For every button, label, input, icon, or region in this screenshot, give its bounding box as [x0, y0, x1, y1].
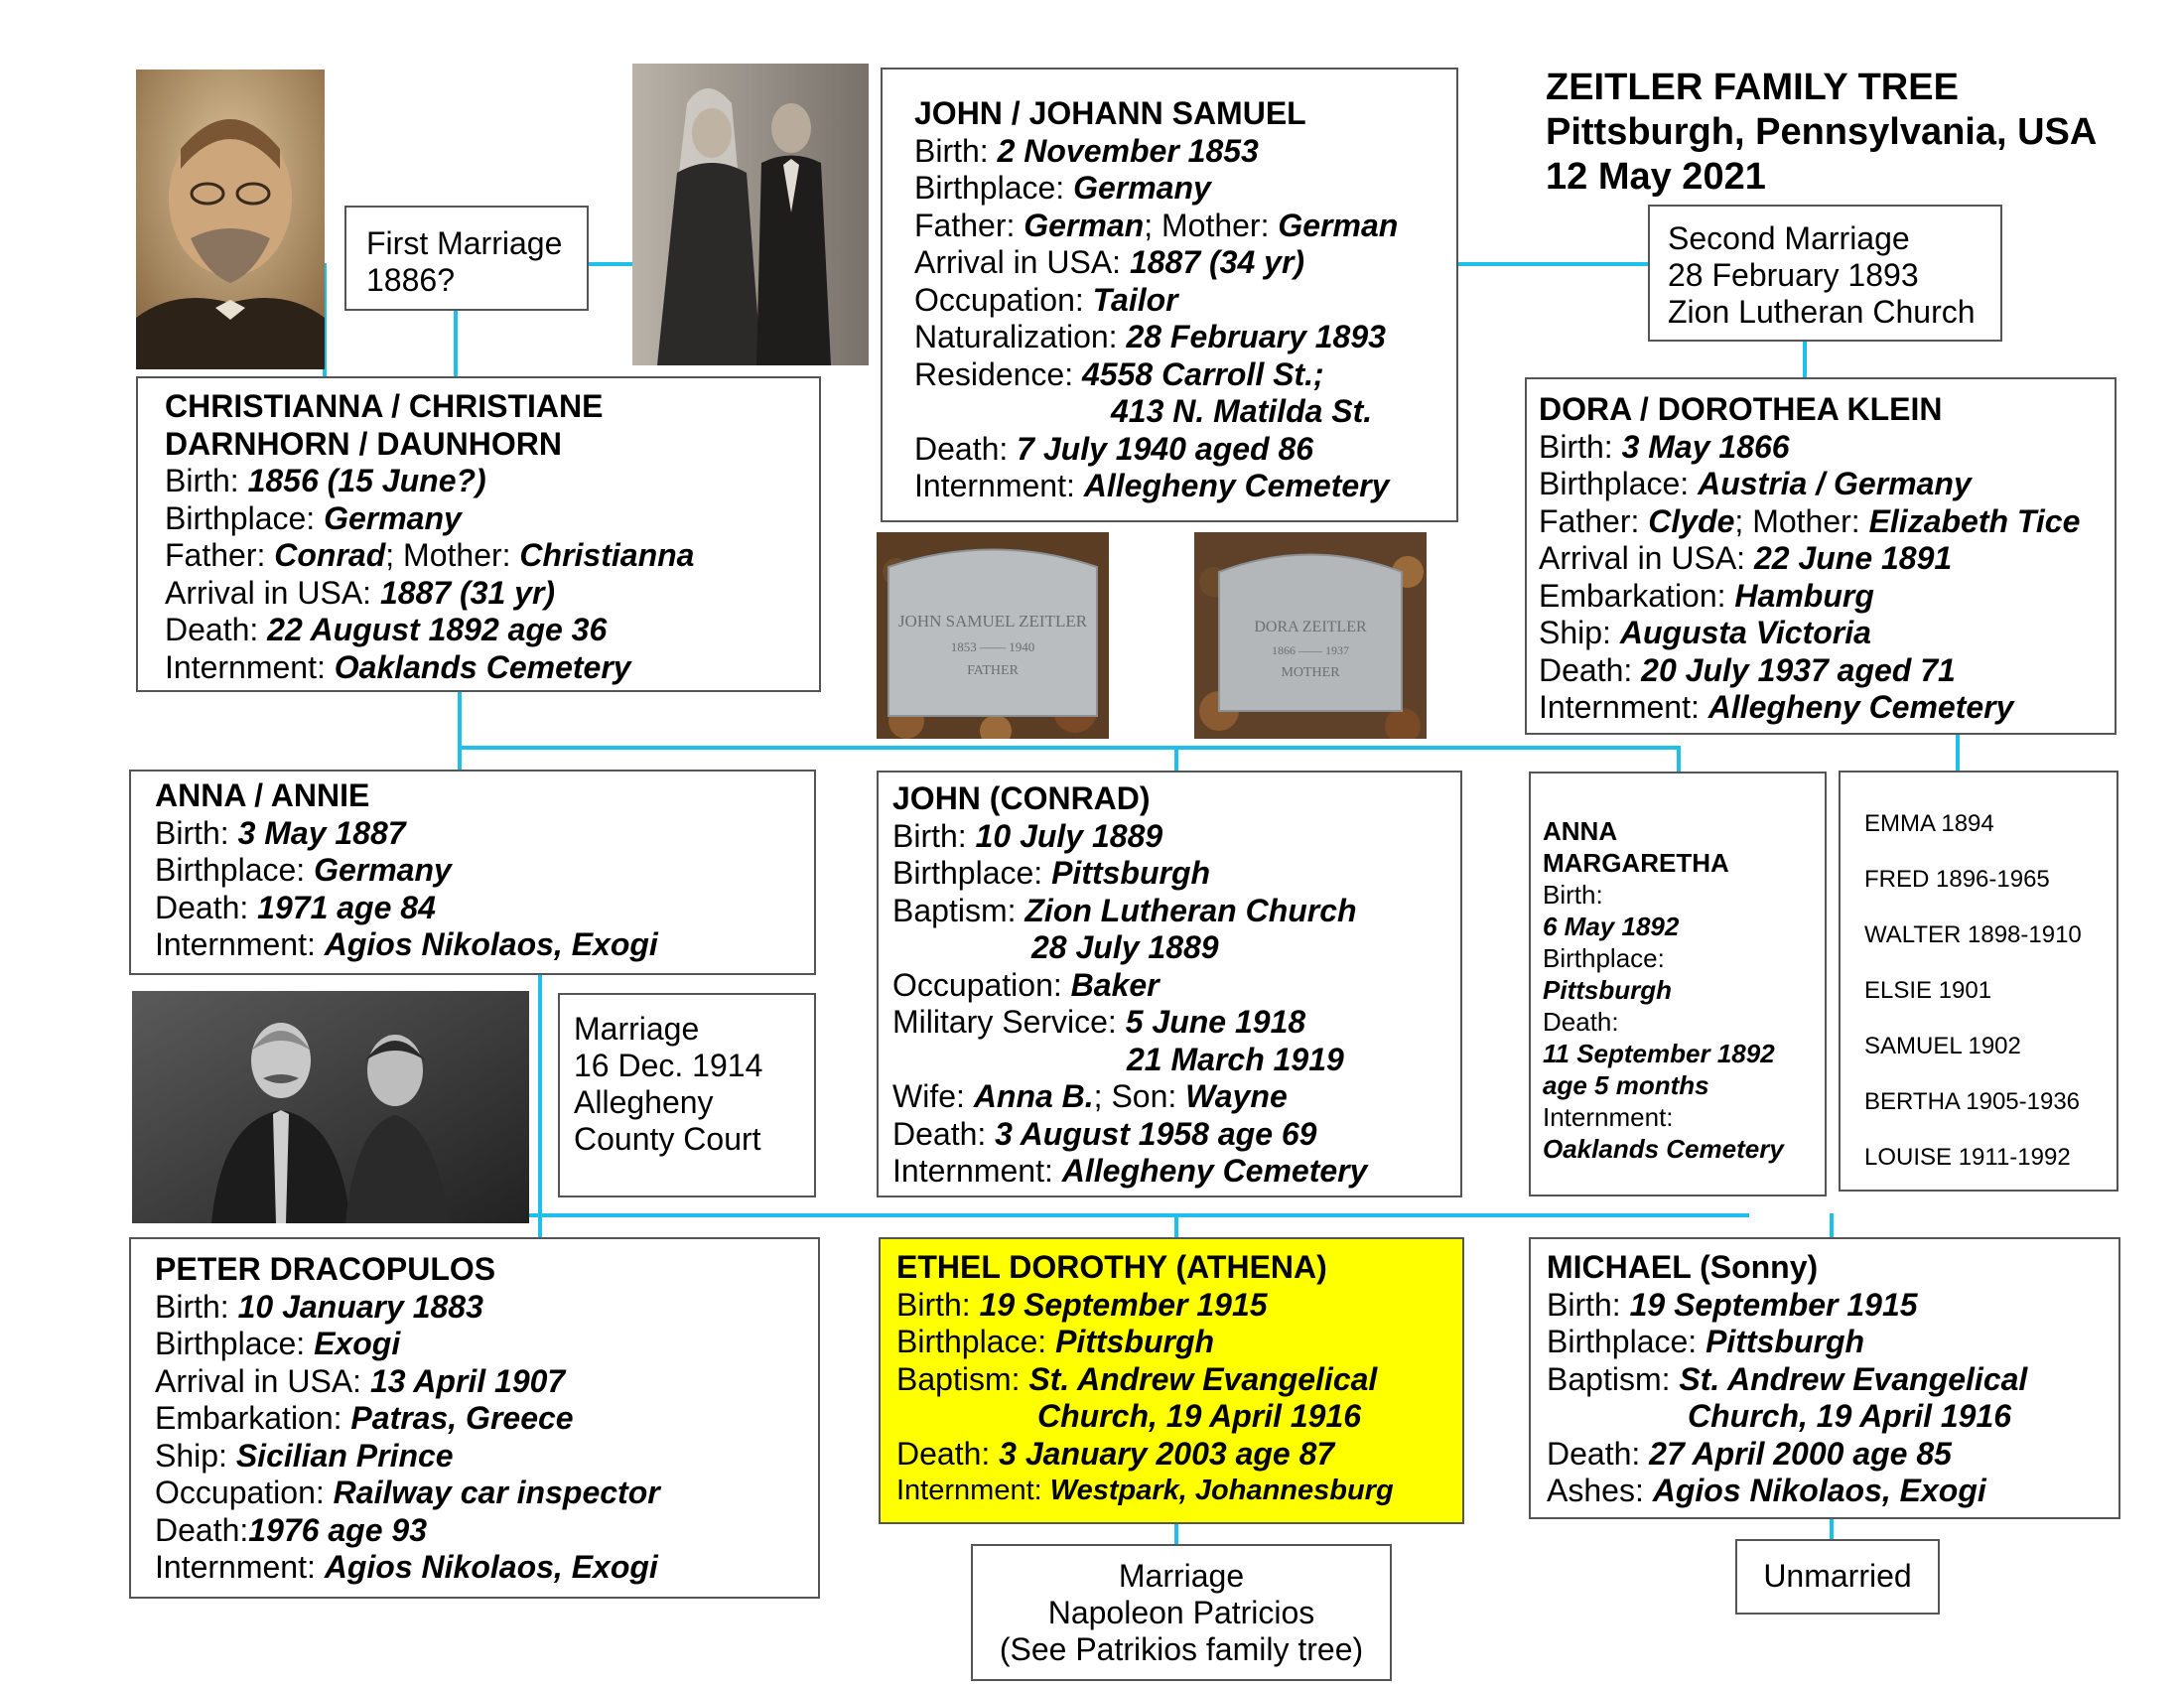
field-value: Patras, Greece: [350, 1400, 574, 1436]
occupation-line: [892, 967, 1446, 1005]
field-label: Arrival in USA:: [1539, 540, 1754, 576]
connector-second-marriage: [1458, 262, 1648, 266]
person-name: JOHN (CONRAD): [892, 780, 1151, 816]
person-card-dora: [1525, 377, 2116, 735]
birthplace-line: [896, 1324, 1446, 1361]
person-card-ethel: [879, 1237, 1464, 1524]
field-value: Railway car inspector: [333, 1475, 660, 1510]
field-label: Arrival in USA:: [155, 1362, 370, 1399]
second-marriage-line-2: 28 February 1893: [1668, 257, 1919, 293]
death-line: [896, 1436, 1446, 1474]
wedding-photo: [632, 64, 869, 365]
connector-anna-down: [538, 975, 542, 1237]
portrait-john-samuel-photo: [136, 70, 325, 369]
sibling-item: EMMA 1894: [1864, 810, 1994, 837]
title-line-1: ZEITLER FAMILY TREE: [1546, 67, 1959, 108]
death-value: 11 September 1892: [1543, 1039, 1775, 1068]
field-value: Zion Lutheran Church: [1024, 892, 1357, 928]
field-value: Sicilian Prince: [235, 1437, 454, 1474]
field-value: Westpark, Johannesburg: [1049, 1475, 1394, 1506]
field-value: Allegheny Cemetery: [1707, 689, 2014, 725]
field-label: Ship:: [1539, 615, 1620, 650]
field-label: Baptism:: [896, 1360, 1029, 1397]
arrival-line: [1539, 540, 2103, 578]
field-label: Birthplace:: [914, 170, 1074, 206]
first-marriage-box: [344, 206, 589, 311]
field-label: Internment:: [165, 648, 335, 685]
field-value: 13 April 1907: [369, 1362, 566, 1399]
field-label: Birthplace:: [892, 855, 1052, 891]
baptism-line: [896, 1361, 1446, 1399]
field-label: Death:: [892, 1115, 996, 1152]
field-value: Agios Nikolaos, Exogi: [324, 1549, 658, 1585]
field-value: 2 November 1853: [997, 132, 1259, 169]
field-label: Occupation:: [892, 966, 1071, 1003]
field-label: Death:: [155, 1511, 249, 1548]
field-value: Pittsburgh: [1055, 1324, 1215, 1359]
internment-value: Oaklands Cemetery: [1543, 1134, 1784, 1164]
field-value: 3 August 1958 age 69: [995, 1115, 1317, 1152]
field-label: Death:: [896, 1435, 1000, 1472]
death-age: age 5 months: [1543, 1070, 1709, 1100]
michael-status-box: [1735, 1539, 1940, 1615]
arrival-line: [155, 1363, 794, 1401]
ship-line: [155, 1438, 794, 1476]
birth-line: [892, 818, 1446, 856]
person-name: MICHAEL (Sonny): [1547, 1249, 1819, 1285]
gravestone-john-line-1: JOHN SAMUEL ZEITLER: [897, 612, 1088, 631]
field-label: Embarkation:: [155, 1400, 351, 1436]
field-label: Internment:: [896, 1475, 1050, 1506]
field-label: Father:: [165, 537, 275, 573]
field-label: Residence:: [914, 355, 1082, 392]
birthplace-line: [165, 500, 792, 538]
person-name: ETHEL DOROTHY (ATHENA): [896, 1249, 1327, 1285]
field-label: ; Son:: [1093, 1078, 1186, 1114]
couple-photo: [132, 991, 529, 1223]
field-value: 22 August 1892 age 36: [267, 612, 608, 647]
field-label: Father:: [1539, 502, 1649, 539]
field-label: Internment:: [155, 926, 325, 962]
field-value: 3 May 1866: [1621, 428, 1790, 465]
internment-line: [896, 1473, 1446, 1510]
sibling-item: WALTER 1898-1910: [1864, 921, 2082, 948]
field-label: Death:: [165, 612, 268, 647]
birthplace-line: [1539, 466, 2103, 503]
gravestone-dora-photo: [1194, 532, 1427, 739]
field-value: 3 May 1887: [237, 814, 406, 851]
field-label: Birthplace:: [165, 499, 325, 536]
connector-second-marriage-down: [1803, 342, 1807, 377]
field-label: Baptism:: [892, 892, 1025, 928]
field-value: 7 July 1940 aged 86: [1017, 430, 1314, 467]
person-name: DORA / DOROTHEA KLEIN: [1539, 391, 1943, 427]
field-value: Oaklands Cemetery: [334, 648, 631, 685]
field-label: Internment:: [1539, 689, 1708, 725]
field-value: 1856 (15 June?): [247, 463, 486, 498]
death-line: [155, 1512, 794, 1550]
field-value: 19 September 1915: [979, 1286, 1268, 1323]
field-value: Germany: [1073, 170, 1211, 206]
person-card-anna-margaretha: [1529, 772, 1827, 1196]
family-line: [892, 1078, 1446, 1116]
field-value: Pittsburgh: [1051, 855, 1211, 891]
birthplace-line: [155, 852, 790, 890]
connector-first-marriage-down: [454, 311, 458, 376]
field-value: Wayne: [1185, 1078, 1288, 1114]
person-name: PETER DRACOPULOS: [155, 1251, 496, 1287]
field-label: Birthplace:: [1547, 1324, 1706, 1359]
field-value: Germany: [324, 499, 462, 536]
field-label: ; Mother:: [1144, 207, 1279, 243]
birthplace-line: [1547, 1324, 2103, 1361]
ethel-marriage-line-2: Napoleon Patricios: [1047, 1595, 1315, 1630]
person-card-john-samuel: [881, 68, 1458, 522]
field-value: Augusta Victoria: [1619, 615, 1871, 650]
birth-line: [165, 463, 792, 500]
occupation-line: [914, 282, 1425, 320]
field-value: 4558 Carroll St.;: [1081, 355, 1324, 392]
field-value: Clyde: [1648, 502, 1735, 539]
field-value: Baker: [1070, 966, 1160, 1003]
death-line: [892, 1116, 1446, 1154]
connector-first-marriage-right: [589, 262, 638, 266]
gravestone-dora-line-3: MOTHER: [1281, 665, 1340, 680]
connector-dora-down: [1956, 734, 1960, 771]
field-value: Germany: [314, 852, 452, 888]
field-value: St. Andrew Evangelical: [1679, 1360, 2028, 1397]
person-name-line-2: MARGARETHA: [1543, 848, 1729, 878]
parents-line: [914, 208, 1425, 245]
person-card-michael: [1529, 1237, 2120, 1519]
person-card-christianna: [136, 376, 821, 692]
birthplace-line: [155, 1326, 794, 1363]
field-value: Austria / Germany: [1698, 466, 1972, 501]
connector-children-bar: [458, 746, 1681, 750]
field-label: Birth:: [914, 132, 998, 169]
connector-to-ethel: [1174, 1213, 1178, 1237]
field-label: Internment:: [914, 468, 1084, 503]
field-value: 10 January 1883: [237, 1288, 483, 1325]
field-value: Anna B.: [973, 1078, 1094, 1114]
birth-line: [914, 133, 1425, 171]
field-value: 10 July 1889: [975, 817, 1163, 854]
connector-christianna-down: [458, 692, 462, 770]
death-line: [1539, 652, 2103, 690]
marriage-1914-box: [558, 993, 816, 1197]
death-line: [914, 431, 1425, 469]
field-value: 1887 (34 yr): [1129, 244, 1305, 280]
second-marriage-box: [1648, 205, 2002, 342]
field-value: German: [1278, 207, 1399, 243]
first-marriage-line-1: First Marriage: [366, 225, 563, 261]
baptism-line-2: Church, 19 April 1916: [1688, 1398, 2012, 1434]
birthplace-line: [914, 170, 1425, 208]
internment-line: [914, 468, 1425, 505]
birthplace-label: Birthplace:: [1543, 943, 1665, 973]
sibling-item: ELSIE 1901: [1864, 977, 1992, 1004]
second-marriage-line-1: Second Marriage: [1668, 220, 1910, 256]
sibling-item: LOUISE 1911-1992: [1864, 1144, 2071, 1171]
gravestone-john-photo: [877, 532, 1109, 739]
connector-to-john-conrad: [1174, 746, 1178, 771]
occupation-line: [155, 1475, 794, 1512]
birth-line: [1547, 1287, 2103, 1325]
first-marriage-line-2: 1886?: [366, 262, 455, 298]
field-label: Ship:: [155, 1437, 236, 1474]
field-value: Conrad: [274, 537, 386, 573]
field-value: Allegheny Cemetery: [1061, 1153, 1368, 1189]
embarkation-line: [155, 1400, 794, 1438]
birth-line: [155, 815, 790, 853]
field-label: Internment:: [155, 1549, 325, 1585]
field-label: Death:: [1539, 651, 1642, 688]
field-value: Pittsburgh: [1706, 1324, 1865, 1359]
field-label: Baptism:: [1547, 1360, 1680, 1397]
field-label: Father:: [914, 207, 1024, 243]
field-label: Birth:: [892, 817, 976, 854]
person-name-line-1: CHRISTIANNA / CHRISTIANE: [165, 388, 604, 424]
ashes-line: [1547, 1473, 2103, 1510]
field-label: Death:: [155, 889, 258, 925]
naturalization-line: [914, 319, 1425, 356]
connector-to-anna-margaretha: [1677, 746, 1681, 772]
field-label: Birthplace:: [155, 852, 315, 888]
field-label: Birthplace:: [1539, 466, 1699, 501]
field-label: Wife:: [892, 1078, 974, 1114]
sibling-item: BERTHA 1905-1936: [1864, 1088, 2081, 1115]
field-label: Birth:: [155, 814, 238, 851]
gravestone-dora-line-2: 1866 —— 1937: [1272, 643, 1349, 657]
marriage-line-3: Allegheny: [574, 1084, 714, 1120]
field-label: Arrival in USA:: [914, 244, 1130, 280]
internment-line: [155, 926, 790, 964]
gravestone-john-line-2: 1853 —— 1940: [950, 639, 1035, 654]
marriage-line-2: 16 Dec. 1914: [574, 1048, 763, 1083]
baptism-line: [1547, 1361, 2103, 1399]
field-label: Death:: [914, 430, 1018, 467]
connector-michael-stub: [1830, 1213, 1834, 1237]
person-name-line-1: ANNA: [1543, 816, 1618, 846]
gravestone-dora-line-1: DORA ZEITLER: [1254, 619, 1367, 635]
connector-ethel-marriage: [1174, 1524, 1178, 1544]
marriage-line-4: County Court: [574, 1121, 761, 1157]
residence-line: [914, 356, 1425, 394]
field-value: 20 July 1937 aged 71: [1641, 651, 1956, 688]
field-value: 22 June 1891: [1753, 540, 1953, 576]
ethel-marriage-line-1: Marriage: [1118, 1558, 1245, 1594]
field-value: 1887 (31 yr): [379, 574, 556, 611]
death-line: [1547, 1436, 2103, 1474]
field-value: Tailor: [1092, 281, 1178, 318]
field-label: Ashes:: [1547, 1473, 1653, 1508]
field-value: 3 January 2003 age 87: [999, 1435, 1335, 1472]
person-card-anna-annie: [129, 770, 816, 975]
sibling-item: FRED 1896-1965: [1864, 866, 2050, 893]
death-line: [165, 612, 792, 649]
military-line: [892, 1004, 1446, 1042]
field-value: 28 February 1893: [1126, 319, 1386, 354]
parents-line: [1539, 503, 2103, 541]
field-label: ; Mother:: [1734, 502, 1869, 539]
birth-line: [155, 1289, 794, 1327]
field-value: Christianna: [519, 537, 695, 573]
field-value: Agios Nikolaos, Exogi: [324, 926, 658, 962]
field-label: Arrival in USA:: [165, 574, 380, 611]
baptism-line-2: Church, 19 April 1916: [1037, 1398, 1362, 1434]
embarkation-line: [1539, 578, 2103, 616]
field-value: St. Andrew Evangelical: [1028, 1360, 1378, 1397]
marriage-line-1: Marriage: [574, 1011, 700, 1047]
field-label: Birthplace:: [155, 1326, 315, 1361]
field-label: Birth:: [896, 1286, 980, 1323]
siblings-list: [1839, 771, 2118, 1192]
internment-label: Internment:: [1543, 1102, 1674, 1132]
person-card-peter: [129, 1237, 820, 1599]
birthplace-line: [892, 855, 1446, 893]
birth-value: 6 May 1892: [1543, 912, 1680, 941]
field-label: Birth:: [155, 1288, 238, 1325]
internment-line: [892, 1153, 1446, 1191]
field-label: Occupation:: [155, 1475, 334, 1510]
field-value: Elizabeth Tice: [1868, 502, 2081, 539]
tree-title: [1546, 66, 2097, 200]
parents-line: [165, 537, 792, 575]
field-label: Birthplace:: [896, 1324, 1056, 1359]
unmarried-label: Unmarried: [1763, 1558, 1912, 1594]
internment-line: [165, 649, 792, 687]
field-label: Occupation:: [914, 281, 1093, 318]
field-value: German: [1024, 207, 1145, 243]
person-name: ANNA / ANNIE: [155, 777, 370, 813]
birth-label: Birth:: [1543, 880, 1603, 910]
field-value: 27 April 2000 age 85: [1649, 1435, 1952, 1472]
residence-line-2: 413 N. Matilda St.: [1111, 393, 1373, 429]
field-value: 1976 age 93: [248, 1511, 427, 1548]
gravestone-john-line-3: FATHER: [967, 663, 1019, 678]
birth-line: [1539, 429, 2103, 467]
field-value: 5 June 1918: [1125, 1004, 1306, 1040]
connector-grandchildren-bar: [526, 1213, 1749, 1217]
field-value: 19 September 1915: [1629, 1286, 1918, 1323]
field-label: ; Mother:: [385, 537, 520, 573]
birth-line: [896, 1287, 1446, 1325]
field-label: Birth:: [165, 463, 248, 498]
title-line-2: Pittsburgh, Pennsylvania, USA: [1546, 111, 2098, 153]
title-line-3: 12 May 2021: [1546, 156, 1766, 198]
ethel-marriage-box: [971, 1544, 1392, 1681]
arrival-line: [914, 244, 1425, 282]
ethel-marriage-line-3: (See Patrikios family tree): [999, 1631, 1364, 1667]
arrival-line: [165, 575, 792, 613]
field-value: Allegheny Cemetery: [1083, 468, 1390, 503]
internment-line: [1539, 689, 2103, 727]
field-label: Naturalization:: [914, 319, 1127, 354]
birthplace-value: Pittsburgh: [1543, 975, 1672, 1005]
second-marriage-line-3: Zion Lutheran Church: [1668, 294, 1976, 330]
field-label: Embarkation:: [1539, 577, 1735, 614]
field-label: Birth:: [1539, 428, 1622, 465]
field-label: Death:: [1547, 1435, 1650, 1472]
baptism-line-2: 28 July 1889: [1031, 929, 1219, 965]
person-name-line-2: DARNHORN / DAUNHORN: [165, 425, 562, 462]
field-value: Agios Nikolaos, Exogi: [1652, 1473, 1986, 1508]
field-value: 1971 age 84: [257, 889, 436, 925]
baptism-line: [892, 893, 1446, 930]
sibling-item: SAMUEL 1902: [1864, 1033, 2021, 1059]
field-label: Military Service:: [892, 1004, 1126, 1040]
military-line-2: 21 March 1919: [1127, 1041, 1344, 1077]
field-label: Internment:: [892, 1153, 1062, 1189]
field-value: Hamburg: [1734, 577, 1874, 614]
death-label: Death:: [1543, 1007, 1619, 1037]
connector-michael-status: [1830, 1519, 1834, 1539]
field-value: Exogi: [314, 1326, 401, 1361]
person-card-john-conrad: [877, 771, 1462, 1197]
ship-line: [1539, 615, 2103, 652]
death-line: [155, 890, 790, 927]
field-label: Birth:: [1547, 1286, 1630, 1323]
internment-line: [155, 1549, 794, 1587]
person-name: JOHN / JOHANN SAMUEL: [914, 95, 1306, 131]
